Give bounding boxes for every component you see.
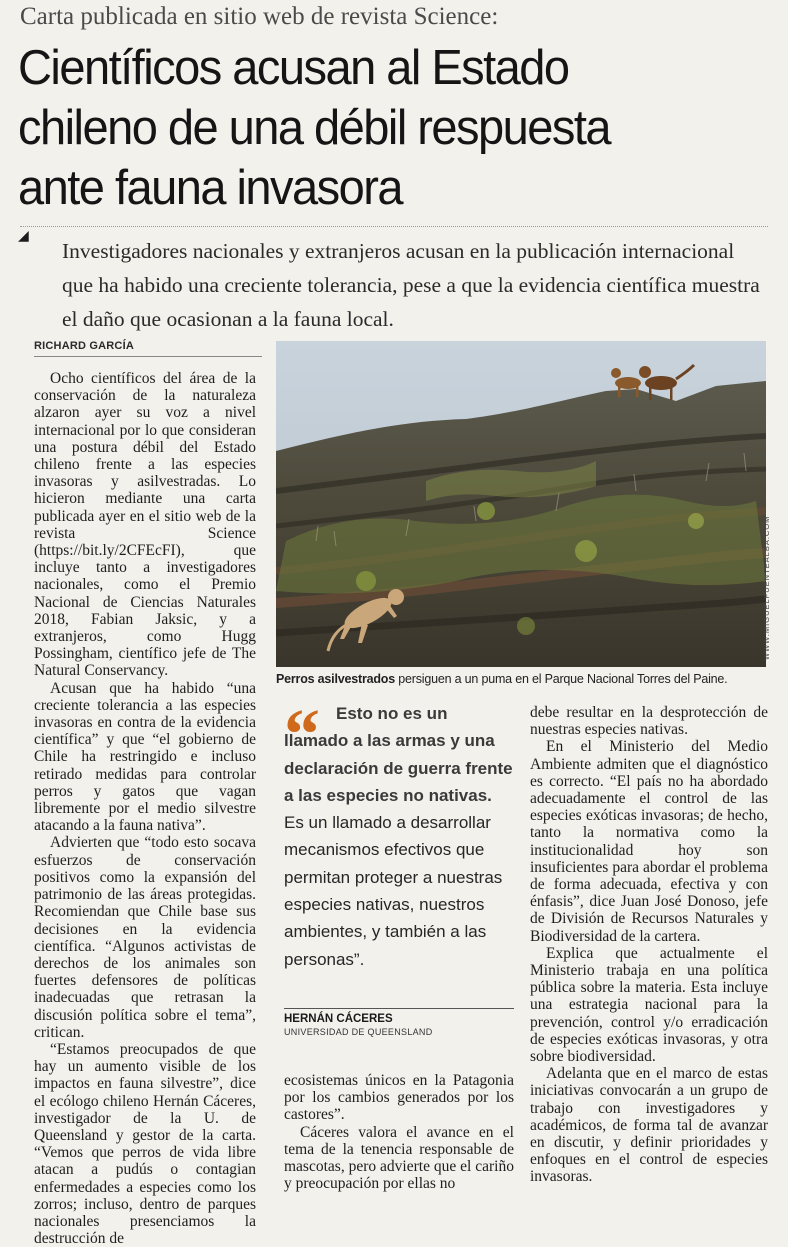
photo-caption xyxy=(276,672,768,686)
headline-line: ante fauna invasora xyxy=(18,161,403,215)
paragraph: Acusan que ha habido “una creciente tolerancia a las especies invasoras en contra de la evidencia científica” y que “el gobierno de Chile ha restringido e incluso retirado medidas para controlar perros y gatos que vagan libremente por el medio silvestre atacando a la fauna nativa”. xyxy=(34,679,256,835)
caption-lead: Perros asilvestrados xyxy=(276,672,395,686)
photo-credit: WWW.MIGUELFUENTEALBA.COM xyxy=(762,515,771,660)
paragraph: Cáceres valora el avance en el tema de la tenencia responsable de mascotas, pero advierte que el cariño y preocupación por ellas no xyxy=(284,1123,514,1193)
byline: RICHARD GARCÍA xyxy=(34,340,134,352)
divider xyxy=(20,226,768,227)
caption-text: persiguen a un puma en el Parque Nacional Torres del Paine. xyxy=(395,672,728,686)
quote-source-affiliation: UNIVERSIDAD DE QUEENSLAND xyxy=(284,1027,433,1037)
headline-line: Científicos acusan al Estado xyxy=(18,41,569,95)
article-lede: Investigadores nacionales y extranjeros acusan en la publicación internacional que ha habido una creciente tolerancia, pese a que la evidencia científica muestra el daño que ocasionan a la fauna local. xyxy=(62,239,760,331)
pull-quote-rest: Es un llamado a desarrollar mecanismos efectivos que permitan proteger a nuestras especies nativas, nuestros ambientes, y también a las personas”. xyxy=(284,813,503,969)
byline-rule xyxy=(34,356,262,357)
body-column-2 xyxy=(284,1072,514,1192)
body-column-1 xyxy=(34,370,256,1247)
article-headline xyxy=(18,38,748,218)
quote-source-rule xyxy=(284,1008,514,1009)
paragraph: debe resultar en la desprotección de nuestras especies nativas. xyxy=(530,704,768,739)
paragraph: Ocho científicos del área de la conservación de la naturaleza alzaron ayer su voz a nivel internacional por lo que consideran una postura débil del Estado chileno frente a las especies invasoras y asilvestradas. Lo hicieron mediante una carta publicada ayer en el sitio web de la revista Science (https://bit.ly/2CFEcFI), que incluye tanto a investigadores nacionales, como el Premio Nacional de Ciencias Naturales 2018, Fabian Jaksic, y a extranjeros, como Hugg Possingham, científico jefe de The Natural Conservancy. xyxy=(34,370,256,680)
paragraph: En el Ministerio del Medio Ambiente admiten que el diagnóstico es correcto. “El país no ha abordado adecuadamente el control de las especies exóticas invasoras; de hecho, tanto la normativa como la institucionalidad hoy son insuficientes para abordar el problema de forma adecuada, efectiva y con énfasis”, dice Juan José Donoso, jefe de División de Recursos Naturales y Biodiversidad de la cartera. xyxy=(530,738,768,945)
body-column-3 xyxy=(530,704,768,1186)
paragraph: “Estamos preocupados de que hay un aumento visible de los impactos en fauna silvestre”, dice el ecólogo chileno Hernán Cáceres, investigador de la U. de Queensland y gestor de la carta. “Vemos que perros de vida libre atacan a pudús o contagian enfermedades a especies como los zorros; incluso, dentro de parques nacionales presenciamos la destrucción de xyxy=(34,1040,256,1247)
pull-quote xyxy=(284,694,514,973)
article-photo xyxy=(276,341,766,667)
article-kicker: Carta publicada en sitio web de revista Science: xyxy=(20,3,499,30)
photo-illustration xyxy=(276,341,766,667)
paragraph: Advierten que “todo esto socava esfuerzos de conservación positivos como la expansión del patrimonio de las áreas protegidas. Recomiendan que Chile base sus decisiones en la evidencia científica. “Algunos activistas de derechos de los animales son fuertes defensores de políticas inadecuadas que retrasan la discusión política sobre el tema”, critican. xyxy=(34,834,256,1041)
paragraph: ecosistemas únicos en la Patagonia por los cambios generados por los castores”. xyxy=(284,1072,514,1124)
pull-quote-bold: Esto no es un llamado a las armas y una declaración de guerra frente a las especies no nativas. xyxy=(284,704,513,805)
paragraph: Adelanta que en el marco de estas iniciativas convocarán a un grupo de trabajo con investigadores y académicos, de forma tal de avanzar en discutir, y definir prioridades y enfoques en el control de especies invasoras. xyxy=(530,1065,768,1186)
quote-mark-icon: “ xyxy=(284,694,320,774)
paragraph: Explica que actualmente el Ministerio trabaja en una política pública sobre la materia. Esta incluye una estrategia nacional para la prevención, control y/o erradicación de especies exóticas invasoras, y otra sobre biodiversidad. xyxy=(530,944,768,1066)
triangle-bullet-icon: ◢ xyxy=(18,229,29,244)
headline-line: chileno de una débil respuesta xyxy=(18,101,611,155)
quote-source-name: HERNÁN CÁCERES xyxy=(284,1013,393,1025)
